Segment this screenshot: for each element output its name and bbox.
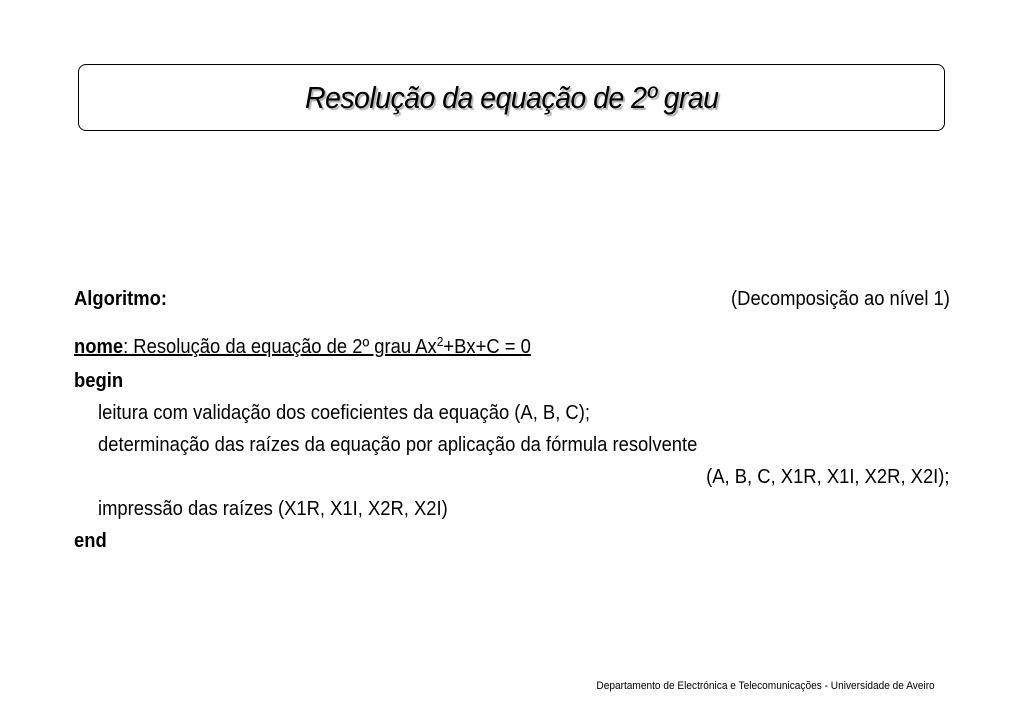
decomposition-level-note: (Decomposição ao nível 1): [731, 288, 950, 310]
name-text-tail: +Bx+C = 0: [443, 336, 531, 358]
step-read-coefficients: [74, 398, 950, 428]
step-determine-roots: [74, 430, 950, 460]
name-superscript: 2: [436, 334, 444, 349]
step-print-roots: [74, 494, 950, 524]
algorithm-block: [74, 284, 950, 556]
slide-title: Resolução da equação de 2º grau: [304, 79, 719, 115]
level-note-wrap: [712, 284, 950, 314]
step-text: leitura com validação dos coeficientes da equação (A, B, C);: [98, 402, 590, 424]
name-text: : Resolução da equação de 2º grau Ax: [123, 336, 437, 358]
end-keyword: end: [74, 530, 107, 552]
title-frame: [78, 64, 945, 131]
step-text: (A, B, C, X1R, X1I, X2R, X2I);: [706, 466, 950, 488]
step-text: determinação das raízes da equação por aplicação da fórmula resolvente: [98, 434, 698, 456]
step-determine-roots-args: [74, 462, 950, 492]
algorithm-name-line: [74, 332, 531, 362]
begin-row: [74, 366, 950, 396]
args-wrap: [685, 462, 950, 492]
algorithm-heading: Algoritmo:: [74, 288, 168, 310]
footer-department: Departamento de Electrónica e Telecomunicações - Universidade de Aveiro: [596, 680, 935, 692]
begin-keyword: begin: [74, 370, 124, 392]
algorithm-header-row: [74, 284, 950, 314]
end-row: [74, 526, 950, 556]
name-keyword: nome: [74, 336, 124, 358]
step-text: impressão das raízes (X1R, X1I, X2R, X2I): [98, 498, 448, 520]
algorithm-name-row: [74, 332, 950, 362]
